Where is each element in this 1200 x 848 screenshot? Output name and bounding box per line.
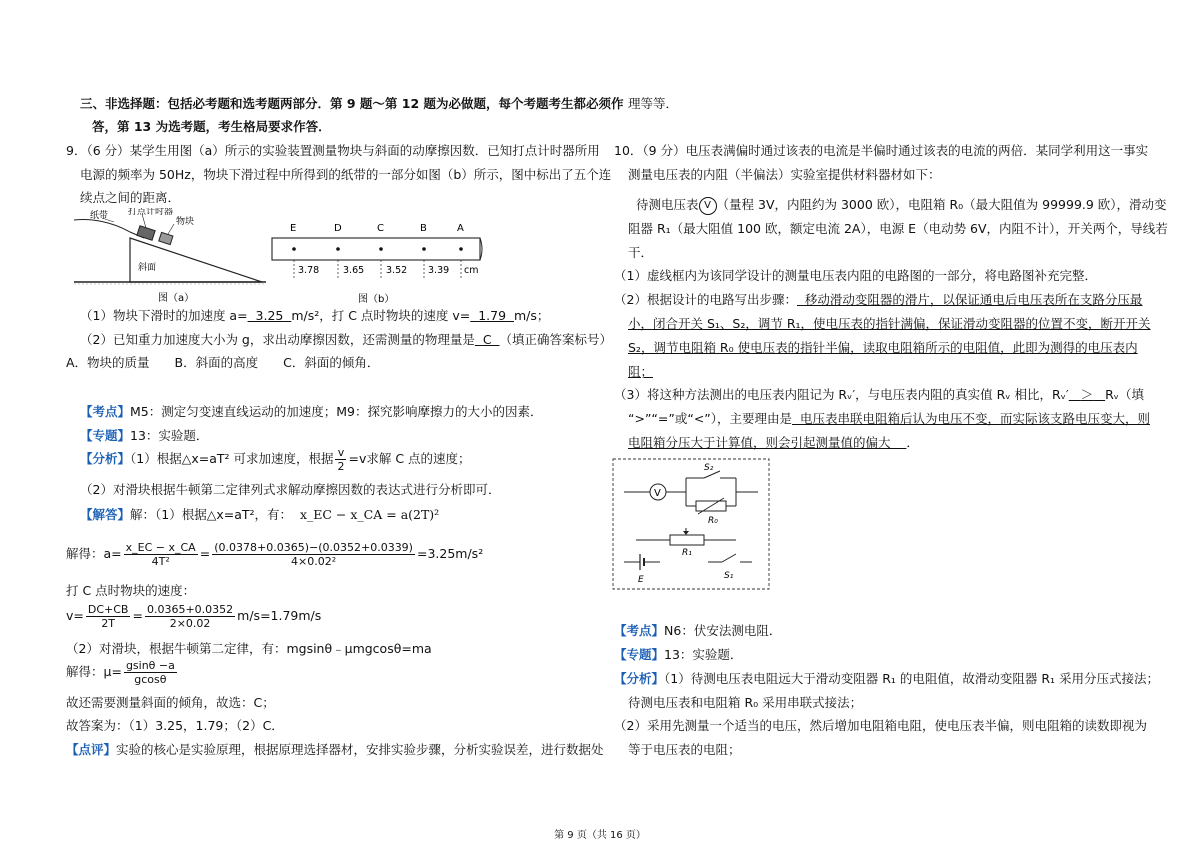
q9-fenxi1: 【分析】（1）根据△x=aT² 可求加速度，根据 $\frac{v}{2}$ =v求解 C 点的速度； [80,446,471,473]
answer-quantity: C [482,332,492,347]
q10-part3-line1: （3）将这种方法测出的电压表内阻记为 Rᵥ′，与电压表内阻的真实值 Rᵥ 相比，Rᵥ′ ＞ Rᵥ（填 [614,387,1145,402]
figure-b-tape [268,214,486,306]
section-header-line2: 答，第 13 为选考题，考生格局要求作答． [92,119,331,134]
q9-kaodian: 【考点】M5：测定匀变速直线运动的加速度；M9：探究影响摩擦力的大小的因素． [80,404,543,419]
label-slope: 斜面 [138,263,157,273]
q9-solve-a: 解得：a= $\frac{x\_EC - x\_CA}{\text{4T²}}$ = $\frac{(0.0378+0.0365)-(0.0352+0.0339)}{\text{4×0.02²}}$ =3.25m/s² [66,541,484,568]
q9-conclusion: 故还需要测量斜面的倾角，故选：C； [66,695,275,710]
point-dot-D [336,247,340,251]
q9-sub2: （2）已知重力加速度大小为 g，求出动摩擦因数，还需测量的物理量是 C （填正确答案标号） [80,332,613,347]
q10-fenxi3: （2）采用先测量一个适当的电压，然后增加电阻箱电阻，使电压表半偏，则电阻箱的读数即视为 [614,718,1147,733]
distance-BA: 3.39 [428,265,450,276]
answer-acceleration: 3.25 [255,308,284,323]
q10-intro-3: 待测电压表 V （量程 3V，内阻约为 3000 欧），电阻箱 R₀（最大阻值为 99999.9 欧），滑动变 [636,194,1167,216]
point-dot-A [459,247,463,251]
q10-intro-4: 阻器 R₁（最大阻值 100 欧，额定电流 2A），电源 E（电动势 6V，内阻不计），开关两个，导线若 [628,221,1168,236]
answer-steps-4: 阻； [628,364,654,379]
point-dot-B [422,247,426,251]
tape-strip [272,238,480,260]
q10-intro-2: 测量电压表的内阻（半偏法）实验室提供材料器材如下： [628,167,941,182]
label-r0: R₀ [708,516,718,526]
label-s1: S₁ [724,571,734,581]
q10-intro-1: 10．（9 分）电压表满偏时通过该表的电流是半偏时通过该表的电流的两倍．某同学利用这一事实 [614,143,1149,158]
point-label-C: C [377,223,384,234]
label-r1: R₁ [682,548,692,558]
answer-compare: ＞ [1080,387,1094,402]
paper-tape [74,220,144,239]
q10-intro-5: 干． [628,245,654,260]
q9-solve-v: v= $\frac{DC+CB}{2T}$ = $\frac{0.0365+0.0352}{2\times 0.02}$ m/s=1.79m/s [66,603,322,630]
q9-sub1: （1）物块下滑时的加速度 a= 3.25 m/s²，打 C 点时物块的速度 v= 1.79 m/s； [80,308,550,323]
distance-ED: 3.78 [298,265,320,276]
voltmeter-symbol-inline: V [699,197,717,215]
caption-fig-b: 图（b） [358,294,395,305]
q10-kaodian: 【考点】N6：伏安法测电阻． [614,623,782,638]
label-battery-e: E [638,575,644,585]
answer-reason-2: 电阻箱分压大于计算值，则会引起测量值的偏大 [628,435,891,450]
q10-part1: （1）虚线框内为该同学设计的测量电压表内阻的电路图的一部分，将电路图补充完整． [614,268,1097,283]
q9-options: A．物块的质量 B．斜面的高度 C．斜面的倾角． [66,355,380,370]
distance-DC: 3.65 [343,265,365,276]
q9-answer: 故答案为：（1）3.25，1.79；（2）C． [66,718,284,733]
block-object [159,232,173,244]
point-dot-C [379,247,383,251]
circuit-diagram [612,458,770,590]
q9-intro-1: 9．（6 分）某学生用图（a）所示的实验装置测量物块与斜面的动摩擦因数．已知打点计时器所用 [66,143,600,158]
q10-part2-line1: （2）根据设计的电路写出步骤： 移动滑动变阻器的滑片，以保证通电后电压表所在支路分压最 [614,292,1143,307]
answer-reason-1: 电压表串联电阻箱后认为电压不变，而实际该支路电压变大，则 [799,411,1150,426]
figure-a-incline [72,208,268,304]
q10-fenxi1: 【分析】（1）待测电压表电阻远大于滑动变阻器 R₁ 的电阻值，故滑动变阻器 R₁ 采用分压式接法； [614,671,1160,686]
point-label-A: A [457,223,464,234]
point-label-D: D [334,223,342,234]
q9-sub2-solution: （2）对滑块，根据牛顿第二定律，有：mgsinθ﹣μmgcosθ=ma [66,641,432,656]
point-dot-E [292,247,296,251]
rheostat-r1 [670,535,704,545]
incline-slope [130,238,262,282]
q9-zhuanti: 【专题】13：实验题． [80,428,209,443]
answer-steps-2: 小，闭合开关 S₁、S₂，调节 R₁，使电压表的指针满偏，保证滑动变阻器的位置不变，断开开关 [628,316,1151,331]
caption-fig-a: 图（a） [158,293,195,304]
switch-s1 [722,554,736,562]
distance-CB: 3.52 [386,265,408,276]
label-voltmeter: V [654,488,661,499]
q9-intro-2: 电源的频率为 50Hz，物块下滑过程中所得到的纸带的一部分如图（b）所示，图中标出了五个连 [80,167,612,182]
section-header-line1: 三、非选择题：包括必考题和选考题两部分．第 9 题～第 12 题为必做题，每个考题考生都必须作 [80,96,624,111]
q10-part3-line2: “>”“=”或“<”），主要理由是 电压表串联电阻箱后认为电压不变，而实际该支路电压变大，则 [628,411,1150,426]
point-label-E: E [290,223,297,234]
page-footer: 第 9 页（共 16 页） [554,830,646,841]
q9-dianping: 【点评】实验的核心是实验原理，根据原理选择器材，安排实验步骤，分析实验误差，进行数据处 [66,742,604,757]
q10-zhuanti: 【专题】13：实验题． [614,647,743,662]
label-block: 物块 [176,217,195,227]
q10-fenxi4: 等于电压表的电阻； [628,742,741,757]
q9-fenxi2: （2）对滑块根据牛顿第二定律列式求解动摩擦因数的表达式进行分析即可． [80,482,501,497]
q10-part3-line3: 电阻箱分压大于计算值，则会引起测量值的偏大 ． [628,435,919,450]
distance-unit: cm [464,265,479,276]
q10-fenxi2: 待测电压表和电阻箱 R₀ 采用串联式接法； [628,695,863,710]
point-label-B: B [420,223,427,234]
q9-vc-intro: 打 C 点时物块的速度： [66,583,196,598]
q9-dianping-cont: 理等等． [628,96,679,111]
answer-steps-1: 移动滑动变阻器的滑片，以保证通电后电压表所在支路分压最 [804,292,1143,307]
answer-velocity: 1.79 [478,308,507,323]
label-timer: 打点计时器 [128,208,174,217]
q9-jieda1: 【解答】解：（1）根据△x=aT²，有： x_EC − x_CA = a(2T)² [80,507,440,522]
label-s2: S₂ [704,463,714,473]
q9-solve-mu: 解得：μ= $\frac{gsin\theta -a}{gcos\theta}$ [66,659,175,686]
rheostat-slider [683,531,689,535]
label-paper-tape: 纸带 [90,211,109,221]
q9-intro-3: 续点之间的距离． [80,190,181,205]
answer-steps-3: S₂，调节电阻箱 R₀ 使电压表的指针半偏，读取电阻箱所示的电阻值，此即为测得的电压表内 [628,340,1138,355]
